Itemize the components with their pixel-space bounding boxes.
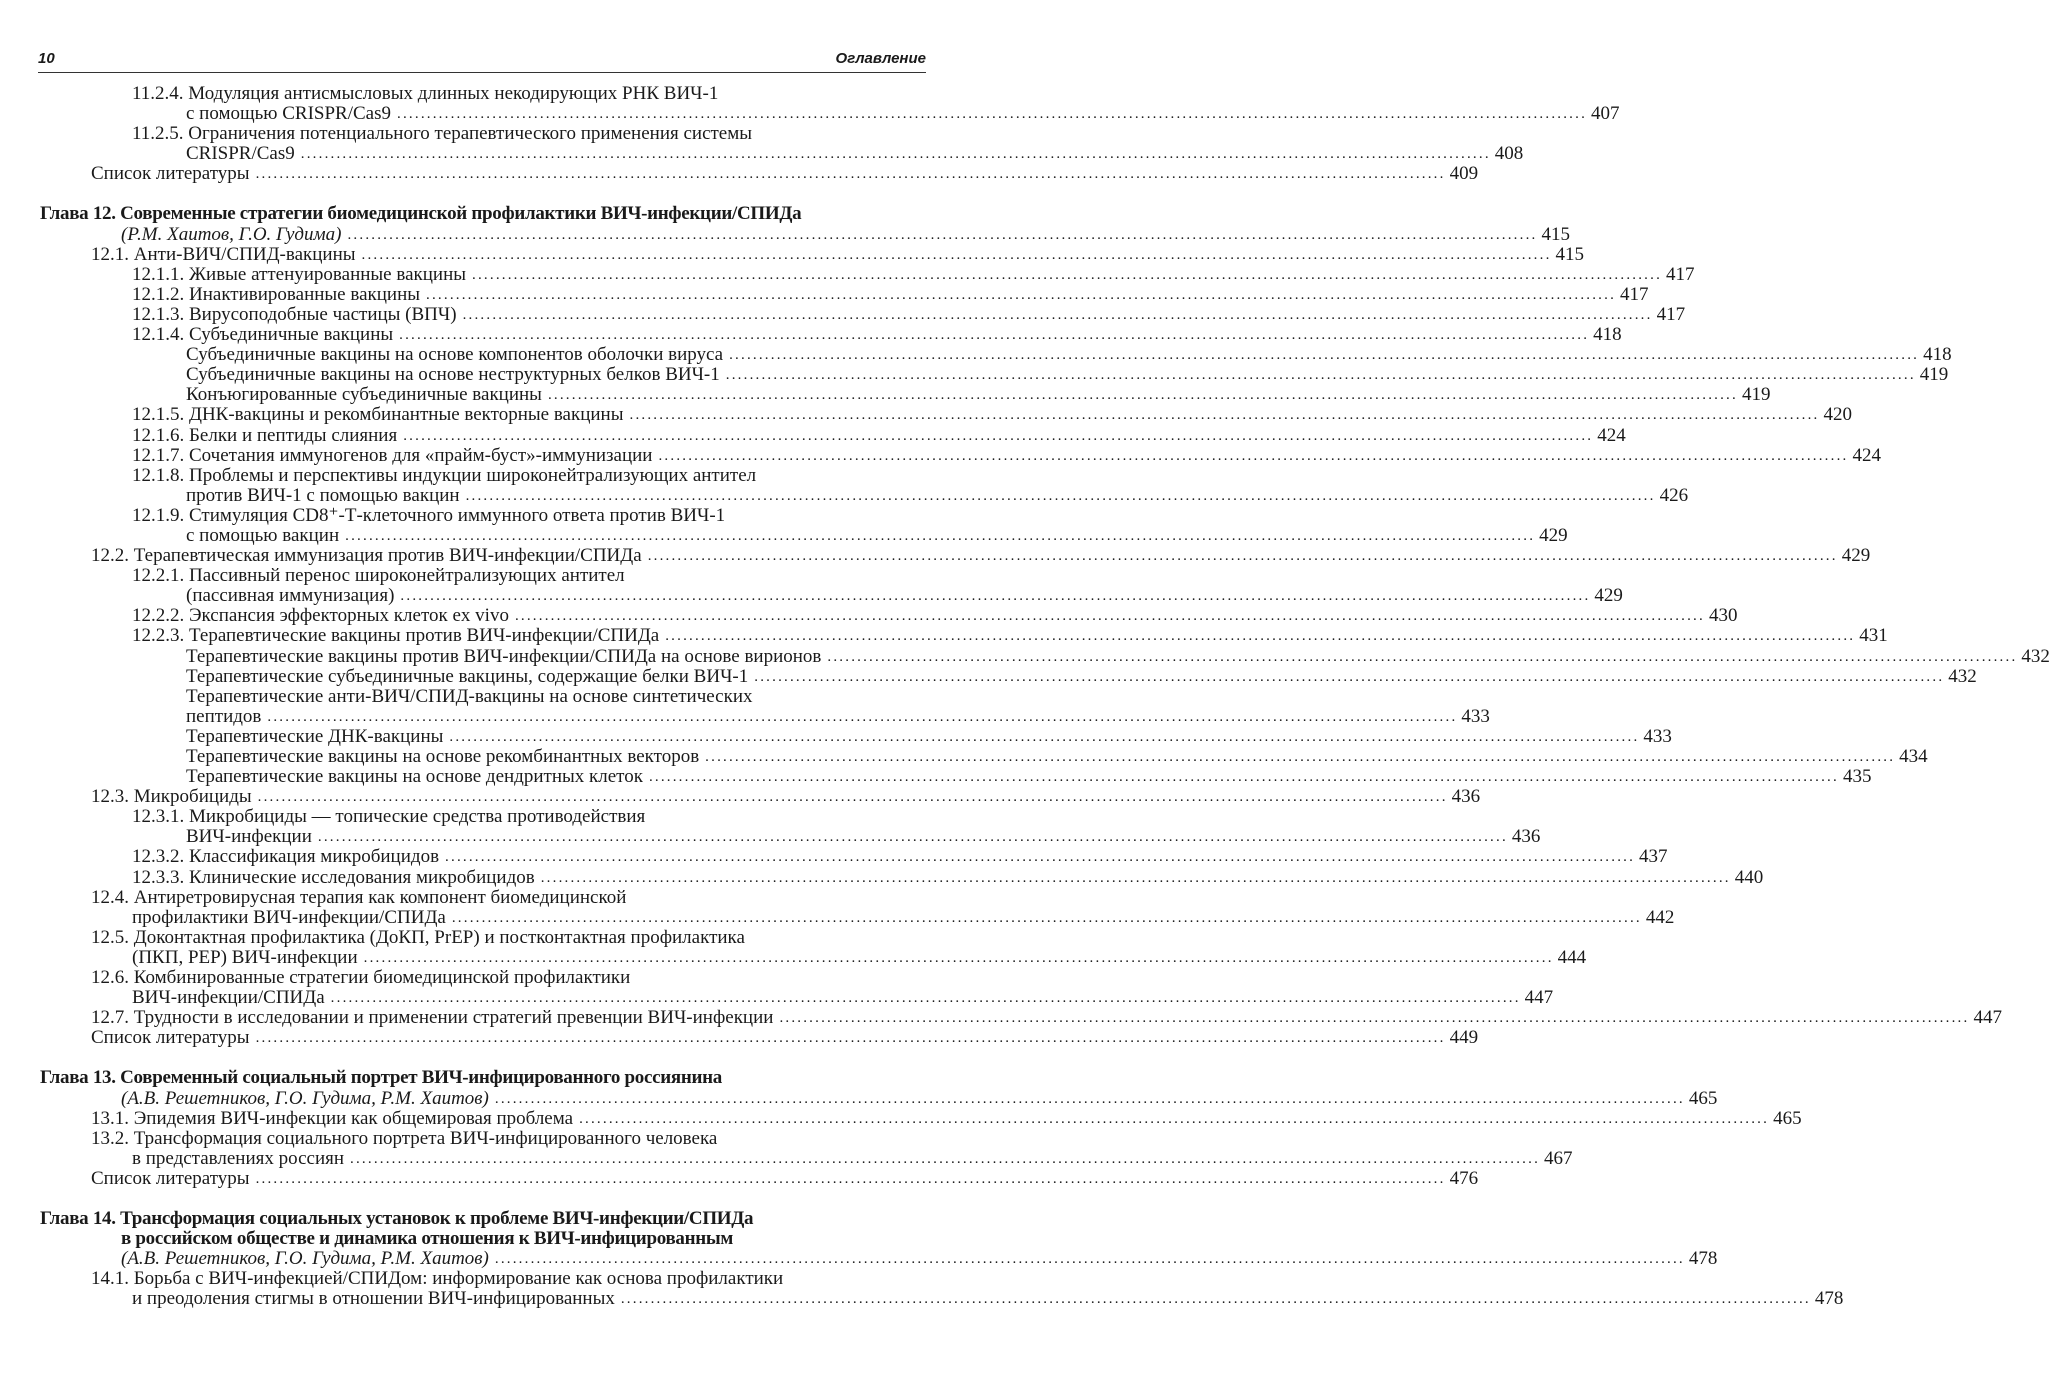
entry-line bbox=[0, 786, 1481, 808]
entry-title: Терапевтические вакцины на основе дендритных клеток bbox=[186, 766, 643, 788]
entry-page-number: 426 bbox=[1659, 484, 1689, 506]
toc-entry[interactable] bbox=[0, 766, 1872, 788]
entry-title: 12.1.6. Белки и пептиды слияния bbox=[132, 424, 398, 446]
entry-title: Субъединичные вакцины на основе неструктурных белков ВИЧ-1 bbox=[186, 364, 720, 386]
entry-title: 12.1.4. Субъединичные вакцины bbox=[132, 324, 394, 346]
entry-title: 12.4. Антиретровирусная терапия как компонент биомедицинской bbox=[91, 886, 627, 908]
entry-title: с помощью вакцин bbox=[186, 524, 340, 546]
entry-line bbox=[0, 928, 926, 948]
dot-leader: ........................................................................................................................................................................................................ bbox=[472, 266, 1663, 283]
entry-title: CRISPR/Cas9 bbox=[186, 143, 295, 165]
entry-title: Список литературы bbox=[91, 1167, 250, 1189]
entry-line bbox=[0, 424, 1626, 446]
entry-page-number: 429 bbox=[1539, 524, 1568, 546]
entry-line bbox=[0, 1229, 926, 1249]
toc-entry[interactable] bbox=[0, 243, 1585, 265]
toc-entry[interactable] bbox=[0, 83, 1620, 125]
toc-entry[interactable] bbox=[0, 384, 1771, 406]
dot-leader: ........................................................................................................................................................................................................ bbox=[494, 1090, 1685, 1107]
section-title: Оглавление bbox=[835, 50, 926, 67]
dot-leader: ........................................................................................................................................................................................................ bbox=[462, 306, 1653, 323]
entry-line bbox=[0, 946, 1587, 968]
entry-page-number: 429 bbox=[1841, 545, 1871, 567]
dot-leader: ........................................................................................................................................................................................................ bbox=[350, 1150, 1541, 1167]
entry-line bbox=[0, 466, 926, 486]
entry-title: Терапевтические вакцины против ВИЧ-инфекции/СПИДа на основе вирионов bbox=[186, 645, 822, 667]
entry-line bbox=[0, 1107, 1802, 1129]
entry-page-number: 440 bbox=[1734, 866, 1764, 888]
entry-line bbox=[0, 263, 1695, 285]
dot-leader: ........................................................................................................................................................................................................ bbox=[267, 708, 1458, 725]
dot-leader: ........................................................................................................................................................................................................ bbox=[465, 487, 1656, 504]
entry-title: Глава 13. Современный социальный портрет ВИЧ-инфицированного россиянина bbox=[40, 1067, 722, 1089]
toc-entry[interactable] bbox=[0, 1107, 1802, 1129]
toc-entry[interactable] bbox=[0, 886, 1675, 928]
entry-page-number: 465 bbox=[1773, 1107, 1802, 1129]
entry-title: 12.7. Трудности в исследовании и применении стратегий превенции ВИЧ-инфекции bbox=[91, 1007, 774, 1029]
entry-page-number: 420 bbox=[1823, 404, 1852, 426]
entry-title: с помощью CRISPR/Cas9 bbox=[186, 103, 392, 125]
entry-line bbox=[0, 223, 1570, 245]
entry-line bbox=[0, 484, 1689, 506]
entry-title: Терапевтические анти-ВИЧ/СПИД-вакцины на основе синтетических bbox=[186, 685, 753, 707]
block-gap bbox=[0, 1048, 926, 1068]
entry-line bbox=[0, 1068, 926, 1088]
entry-page-number: 418 bbox=[1923, 344, 1952, 366]
toc-entry[interactable] bbox=[0, 545, 1871, 567]
dot-leader: ........................................................................................................................................................................................................ bbox=[705, 749, 1896, 765]
toc-entry[interactable] bbox=[0, 685, 1490, 727]
block-gap bbox=[0, 1189, 926, 1209]
entry-line bbox=[0, 725, 1672, 747]
entry-line bbox=[0, 143, 1524, 165]
toc-entry[interactable] bbox=[0, 725, 1672, 747]
entry-page-number: 415 bbox=[1555, 243, 1585, 265]
entry-title: 12.3.1. Микробициды — топические средства противодействия bbox=[132, 806, 646, 828]
toc-entry[interactable] bbox=[0, 324, 1622, 346]
toc-entry[interactable] bbox=[0, 967, 1554, 1009]
toc-entry[interactable] bbox=[0, 163, 1479, 185]
entry-page-number: 436 bbox=[1511, 826, 1541, 848]
chapter-entry[interactable] bbox=[0, 1067, 1718, 1109]
entry-title: 12.1.8. Проблемы и перспективы индукции широконейтрализующих антител bbox=[132, 464, 757, 486]
entry-title: 11.2.4. Модуляция антисмысловых длинных некодирующих РНК ВИЧ-1 bbox=[132, 83, 719, 104]
toc-entry[interactable] bbox=[0, 1268, 1844, 1310]
entry-page-number: 476 bbox=[1449, 1167, 1479, 1189]
entry-line bbox=[0, 1129, 926, 1149]
dot-leader: ........................................................................................................................................................................................................ bbox=[255, 1030, 1446, 1047]
toc-entry[interactable] bbox=[0, 263, 1695, 285]
entry-line bbox=[0, 384, 1771, 406]
entry-page-number: 419 bbox=[1741, 384, 1771, 406]
toc-entry[interactable] bbox=[0, 1127, 1573, 1169]
entry-title: 12.1.2. Инактивированные вакцины bbox=[132, 283, 421, 305]
entry-line bbox=[0, 163, 1479, 185]
header-divider bbox=[38, 72, 926, 73]
dot-leader: ........................................................................................................................................................................................................ bbox=[257, 789, 1448, 806]
toc-entry[interactable] bbox=[0, 746, 1928, 767]
entry-authors: (Р.М. Хаитов, Г.О. Гудима) bbox=[121, 223, 342, 245]
toc-entry[interactable] bbox=[0, 303, 1686, 325]
entry-page-number: 430 bbox=[1708, 605, 1738, 627]
entry-title: ВИЧ-инфекции bbox=[186, 826, 312, 848]
entry-title: Глава 14. Трансформация социальных установок к проблеме ВИЧ-инфекции/СПИДа bbox=[40, 1207, 754, 1229]
entry-line bbox=[0, 124, 926, 144]
entry-line bbox=[0, 566, 926, 586]
dot-leader: ........................................................................................................................................................................................................ bbox=[400, 588, 1591, 605]
entry-title: Глава 12. Современные стратегии биомедицинской профилактики ВИЧ-инфекции/СПИДа bbox=[40, 203, 802, 225]
toc-entry[interactable] bbox=[0, 404, 1852, 426]
entry-line bbox=[0, 103, 1620, 125]
entry-title: 12.1. Анти-ВИЧ/СПИД-вакцины bbox=[91, 243, 356, 265]
entry-page-number: 409 bbox=[1449, 163, 1479, 185]
entry-title: Терапевтические ДНК-вакцины bbox=[186, 725, 444, 747]
dot-leader: ........................................................................................................................................................................................................ bbox=[779, 1010, 1970, 1027]
entry-title: в российском обществе и динамика отношения к ВИЧ-инфицированным bbox=[121, 1228, 734, 1250]
dot-leader: ........................................................................................................................................................................................................ bbox=[827, 648, 2018, 665]
entry-line bbox=[0, 1288, 1844, 1310]
entry-page-number: 408 bbox=[1494, 143, 1524, 165]
toc-entry[interactable] bbox=[0, 424, 1626, 446]
entry-page-number: 433 bbox=[1643, 725, 1672, 747]
entry-line bbox=[0, 545, 1871, 567]
entry-line bbox=[0, 1269, 926, 1289]
entry-title: профилактики ВИЧ-инфекции/СПИДа bbox=[132, 906, 446, 928]
toc-entry[interactable] bbox=[0, 1007, 2002, 1029]
entry-page-number: 407 bbox=[1591, 103, 1620, 125]
entry-title: Субъединичные вакцины на основе компонентов оболочки вируса bbox=[186, 344, 724, 366]
toc-entry[interactable] bbox=[0, 645, 2050, 667]
toc-entry[interactable] bbox=[0, 625, 1888, 647]
entry-title: Список литературы bbox=[91, 163, 250, 185]
entry-title: 13.2. Трансформация социального портрета ВИЧ-инфицированного человека bbox=[91, 1127, 718, 1149]
entry-line bbox=[0, 687, 926, 707]
dot-leader: ........................................................................................................................................................................................................ bbox=[629, 407, 1820, 424]
dot-leader: ........................................................................................................................................................................................................ bbox=[397, 106, 1588, 123]
dot-leader: ........................................................................................................................................................................................................ bbox=[725, 367, 1916, 384]
dot-leader: ........................................................................................................................................................................................................ bbox=[399, 327, 1590, 344]
entry-page-number: 417 bbox=[1620, 283, 1649, 305]
chapter-entry[interactable] bbox=[0, 203, 1570, 245]
dot-leader: ........................................................................................................................................................................................................ bbox=[426, 286, 1617, 303]
entry-title: Конъюгированные субъединичные вакцины bbox=[186, 384, 542, 406]
entry-page-number: 433 bbox=[1461, 705, 1490, 727]
dot-leader: ........................................................................................................................................................................................................ bbox=[403, 427, 1594, 444]
entry-line bbox=[0, 846, 1668, 868]
toc-entry[interactable] bbox=[0, 283, 1649, 305]
toc-entry[interactable] bbox=[0, 665, 1977, 687]
entry-page-number: 436 bbox=[1451, 786, 1481, 808]
entry-line bbox=[0, 605, 1738, 627]
entry-title: 12.1.1. Живые аттенуированные вакцины bbox=[132, 263, 467, 285]
entry-title: 12.1.5. ДНК-вакцины и рекомбинантные векторные вакцины bbox=[132, 404, 624, 426]
page-number: 10 bbox=[38, 50, 55, 67]
toc-entry[interactable] bbox=[0, 504, 1568, 546]
entry-title: 12.2.2. Экспансия эффекторных клеток ex vivo bbox=[132, 605, 509, 627]
entry-page-number: 415 bbox=[1541, 223, 1570, 245]
entry-line bbox=[0, 404, 1852, 426]
entry-authors: (А.В. Решетников, Г.О. Гудима, Р.М. Хаитов) bbox=[121, 1248, 489, 1270]
entry-page-number: 424 bbox=[1852, 444, 1881, 466]
dot-leader: ........................................................................................................................................................................................................ bbox=[754, 668, 1945, 685]
entry-page-number: 478 bbox=[1688, 1248, 1718, 1270]
entry-page-number: 431 bbox=[1859, 625, 1888, 647]
dot-leader: ........................................................................................................................................................................................................ bbox=[540, 869, 1731, 886]
entry-line bbox=[0, 987, 1554, 1009]
dot-leader: ........................................................................................................................................................................................................ bbox=[449, 728, 1640, 745]
dot-leader: ........................................................................................................................................................................................................ bbox=[255, 166, 1446, 183]
entry-line bbox=[0, 204, 926, 224]
entry-line bbox=[0, 665, 1977, 687]
toc-entry[interactable] bbox=[0, 1027, 1479, 1049]
entry-title: пептидов bbox=[186, 705, 262, 727]
dot-leader: ........................................................................................................................................................................................................ bbox=[330, 990, 1521, 1007]
entry-line bbox=[0, 364, 1949, 386]
entry-line bbox=[0, 1167, 1479, 1189]
entry-line bbox=[0, 888, 926, 908]
entry-page-number: 478 bbox=[1814, 1288, 1844, 1310]
entry-page-number: 465 bbox=[1688, 1087, 1718, 1109]
toc-entry[interactable] bbox=[0, 565, 1623, 607]
entry-page-number: 437 bbox=[1639, 846, 1668, 868]
dot-leader: ........................................................................................................................................................................................................ bbox=[547, 387, 1738, 404]
entry-title: 14.1. Борьба с ВИЧ-инфекцией/СПИДом: информирование как основа профилактики bbox=[91, 1268, 784, 1290]
entry-title: Терапевтические субъединичные вакцины, содержащие белки ВИЧ-1 bbox=[186, 665, 749, 687]
entry-line bbox=[0, 1007, 2002, 1029]
toc-entry[interactable] bbox=[0, 364, 1949, 386]
dot-leader: ........................................................................................................................................................................................................ bbox=[514, 608, 1705, 625]
dot-leader: ........................................................................................................................................................................................................ bbox=[345, 527, 1536, 544]
entry-title: 12.2.1. Пассивный перенос широконейтрализующих антител bbox=[132, 565, 625, 587]
dot-leader: ........................................................................................................................................................................................................ bbox=[494, 1251, 1685, 1268]
entry-title: 12.5. Доконтактная профилактика (ДоКП, PrEP) и постконтактная профилактика bbox=[91, 926, 745, 948]
toc-entry[interactable] bbox=[0, 806, 1541, 848]
entry-title: (ПКП, PEP) ВИЧ-инфекции bbox=[132, 946, 358, 968]
entry-line bbox=[0, 243, 1585, 265]
toc-entry[interactable] bbox=[0, 866, 1764, 888]
table-of-contents bbox=[0, 83, 2050, 1310]
entry-line bbox=[0, 506, 926, 526]
entry-line bbox=[0, 968, 926, 988]
toc-entry[interactable] bbox=[0, 786, 1481, 808]
entry-page-number: 449 bbox=[1449, 1027, 1479, 1049]
dot-leader: ........................................................................................................................................................................................................ bbox=[363, 949, 1554, 966]
entry-title: в представлениях россиян bbox=[132, 1147, 345, 1169]
entry-line bbox=[0, 746, 1928, 767]
entry-page-number: 444 bbox=[1557, 946, 1587, 968]
dot-leader: ........................................................................................................................................................................................................ bbox=[729, 347, 1920, 364]
entry-line bbox=[0, 344, 1952, 366]
toc-entry[interactable] bbox=[0, 1167, 1479, 1189]
entry-authors: (А.В. Решетников, Г.О. Гудима, Р.М. Хаитов) bbox=[121, 1087, 489, 1109]
dot-leader: ........................................................................................................................................................................................................ bbox=[347, 226, 1538, 243]
toc-entry[interactable] bbox=[0, 605, 1738, 627]
entry-line bbox=[0, 1248, 1718, 1270]
entry-line bbox=[0, 84, 926, 104]
entry-page-number: 447 bbox=[1524, 987, 1554, 1009]
entry-line bbox=[0, 585, 1623, 607]
dot-leader: ........................................................................................................................................................................................................ bbox=[620, 1291, 1811, 1308]
dot-leader: ........................................................................................................................................................................................................ bbox=[665, 628, 1856, 645]
entry-page-number: 418 bbox=[1593, 324, 1622, 346]
toc-entry[interactable] bbox=[0, 846, 1668, 868]
dot-leader: ........................................................................................................................................................................................................ bbox=[361, 246, 1552, 263]
entry-title: 12.2. Терапевтическая иммунизация против ВИЧ-инфекции/СПИДа bbox=[91, 545, 642, 567]
entry-line bbox=[0, 645, 2050, 667]
dot-leader: ........................................................................................................................................................................................................ bbox=[579, 1110, 1770, 1127]
entry-title: 12.1.3. Вирусоподобные частицы (ВПЧ) bbox=[132, 303, 457, 325]
entry-title: 12.3.3. Клинические исследования микробицидов bbox=[132, 866, 535, 888]
entry-title: Терапевтические вакцины на основе рекомбинантных векторов bbox=[186, 746, 700, 767]
entry-line bbox=[0, 1147, 1573, 1169]
chapter-entry[interactable] bbox=[0, 1207, 1718, 1270]
entry-page-number: 417 bbox=[1666, 263, 1695, 285]
entry-title: ВИЧ-инфекции/СПИДа bbox=[132, 987, 325, 1009]
entry-title: 12.3.2. Классификация микробицидов bbox=[132, 846, 440, 868]
dot-leader: ........................................................................................................................................................................................................ bbox=[317, 829, 1508, 846]
entry-title: 12.1.9. Стимуляция CD8⁺-Т-клеточного иммунного ответа против ВИЧ-1 bbox=[132, 504, 726, 526]
entry-title: 12.1.7. Сочетания иммуногенов для «прайм-буст»-иммунизации bbox=[132, 444, 653, 466]
entry-line bbox=[0, 1087, 1718, 1109]
entry-title: Список литературы bbox=[91, 1027, 250, 1049]
entry-page-number: 432 bbox=[1948, 665, 1977, 687]
entry-line bbox=[0, 1027, 1479, 1049]
entry-page-number: 435 bbox=[1842, 766, 1872, 788]
dot-leader: ........................................................................................................................................................................................................ bbox=[300, 146, 1491, 163]
entry-line bbox=[0, 1209, 926, 1229]
dot-leader: ........................................................................................................................................................................................................ bbox=[647, 548, 1838, 565]
entry-line bbox=[0, 324, 1622, 346]
entry-title: 13.1. Эпидемия ВИЧ-инфекции как общемировая проблема bbox=[91, 1107, 574, 1129]
dot-leader: ........................................................................................................................................................................................................ bbox=[255, 1170, 1446, 1187]
dot-leader: ........................................................................................................................................................................................................ bbox=[451, 909, 1642, 926]
entry-page-number: 429 bbox=[1594, 585, 1623, 607]
entry-title: 12.2.3. Терапевтические вакцины против ВИЧ-инфекции/СПИДа bbox=[132, 625, 660, 647]
toc-entry[interactable] bbox=[0, 344, 1952, 366]
toc-entry[interactable] bbox=[0, 464, 1689, 506]
entry-page-number: 424 bbox=[1597, 424, 1626, 446]
entry-line bbox=[0, 625, 1888, 647]
entry-line bbox=[0, 807, 926, 827]
block-gap bbox=[0, 184, 926, 204]
entry-title: 12.3. Микробициды bbox=[91, 786, 252, 808]
dot-leader: ........................................................................................................................................................................................................ bbox=[658, 447, 1849, 464]
entry-page-number: 417 bbox=[1656, 303, 1686, 325]
toc-entry[interactable] bbox=[0, 123, 1524, 165]
entry-title: против ВИЧ-1 с помощью вакцин bbox=[186, 484, 460, 506]
toc-entry[interactable] bbox=[0, 444, 1881, 466]
entry-line bbox=[0, 866, 1764, 888]
entry-page-number: 432 bbox=[2021, 645, 2050, 667]
entry-line bbox=[0, 303, 1686, 325]
entry-page-number: 447 bbox=[1973, 1007, 2002, 1029]
entry-line bbox=[0, 906, 1675, 928]
entry-line bbox=[0, 444, 1881, 466]
entry-line bbox=[0, 826, 1541, 848]
toc-entry[interactable] bbox=[0, 926, 1587, 968]
entry-page-number: 434 bbox=[1899, 746, 1928, 767]
entry-title: и преодоления стигмы в отношении ВИЧ-инфицированных bbox=[132, 1288, 615, 1310]
entry-title: (пассивная иммунизация) bbox=[186, 585, 395, 607]
entry-line bbox=[0, 705, 1490, 727]
entry-line bbox=[0, 524, 1568, 546]
entry-title: 12.6. Комбинированные стратегии биомедицинской профилактики bbox=[91, 967, 631, 989]
dot-leader: ........................................................................................................................................................................................................ bbox=[445, 849, 1636, 866]
entry-page-number: 419 bbox=[1919, 364, 1949, 386]
entry-page-number: 467 bbox=[1544, 1147, 1573, 1169]
entry-title: 11.2.5. Ограничения потенциального терапевтического применения системы bbox=[132, 123, 753, 145]
entry-line bbox=[0, 766, 1872, 788]
entry-line bbox=[0, 283, 1649, 305]
dot-leader: ........................................................................................................................................................................................................ bbox=[648, 769, 1839, 786]
entry-page-number: 442 bbox=[1645, 906, 1675, 928]
running-header bbox=[38, 46, 926, 70]
